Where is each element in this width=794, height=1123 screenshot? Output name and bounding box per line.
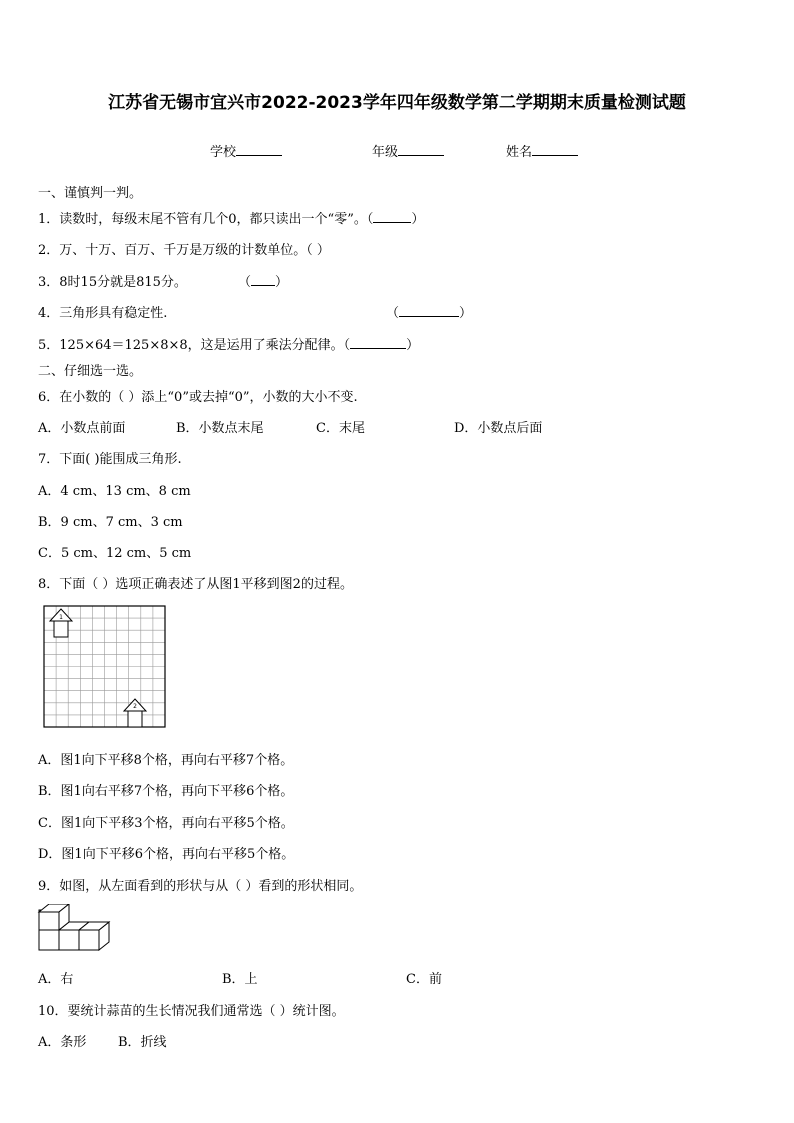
- question-8-option-d[interactable]: D．图1向下平移6个格，再向右平移5个格。: [38, 847, 295, 862]
- question-10-option-a[interactable]: A．条形: [38, 1035, 87, 1050]
- house-2-label: 2: [133, 703, 137, 710]
- question-4-answer: [386, 302, 472, 321]
- question-6-option-a[interactable]: A．小数点前面: [38, 421, 126, 436]
- name-label: 姓名: [506, 145, 533, 160]
- question-9-cube-figure: [37, 904, 113, 952]
- question-9-option-b[interactable]: B．上: [222, 972, 258, 987]
- grade-field: [372, 141, 444, 160]
- question-1-answer-blank[interactable]: [373, 210, 411, 223]
- school-field: [210, 141, 282, 160]
- question-3-text: 3．8时15分就是815分。: [38, 275, 187, 290]
- question-4-paren-open: （: [386, 306, 400, 321]
- grade-blank[interactable]: [398, 143, 444, 156]
- question-2: 2．万、十万、百万、千万是万级的计数单位。（ ）: [38, 243, 330, 258]
- question-10-option-b[interactable]: B．折线: [118, 1035, 167, 1050]
- question-9-option-a[interactable]: A．右: [38, 972, 74, 987]
- question-3-answer: [238, 271, 288, 290]
- question-5-answer-blank[interactable]: [350, 336, 406, 349]
- house-shape-2: [124, 699, 146, 727]
- question-1: [38, 208, 424, 227]
- name-field: [506, 141, 578, 160]
- name-blank[interactable]: [532, 143, 578, 156]
- question-6: 6．在小数的（ ）添上“0”或去掉“0”，小数的大小不变.: [38, 390, 358, 405]
- question-3-answer-blank[interactable]: [251, 273, 275, 286]
- school-blank[interactable]: [236, 143, 282, 156]
- question-1-text: 1．读数时，每级末尾不管有几个0，都只读出一个“零”。（: [38, 212, 374, 227]
- question-6-option-d[interactable]: D．小数点后面: [454, 421, 543, 436]
- question-1-paren-close: ）: [411, 212, 425, 227]
- question-9: 9．如图，从左面看到的形状与从（ ）看到的形状相同。: [38, 879, 363, 894]
- question-8: 8．下面（ ）选项正确表述了从图1平移到图2的过程。: [38, 577, 353, 592]
- question-3-paren-close: ）: [275, 275, 289, 290]
- question-4-paren-close: ）: [459, 306, 473, 321]
- question-7: 7．下面( )能围成三角形.: [38, 452, 182, 467]
- question-8-option-c[interactable]: C．图1向下平移3个格，再向右平移5个格。: [38, 816, 294, 831]
- question-7-option-a[interactable]: A．4 cm、13 cm、8 cm: [38, 484, 191, 499]
- page-title: 江苏省无锡市宜兴市2022-2023学年四年级数学第二学期期末质量检测试题: [108, 93, 686, 113]
- question-3: [38, 271, 187, 290]
- question-6-option-b[interactable]: B．小数点末尾: [176, 421, 264, 436]
- question-4: [38, 302, 167, 321]
- house-1-label: 1: [59, 614, 63, 621]
- house-shape-1: [50, 609, 72, 637]
- grade-label: 年级: [372, 145, 399, 160]
- question-8-option-b[interactable]: B．图1向右平移7个格，再向下平移6个格。: [38, 784, 294, 799]
- question-5-paren-close: ）: [406, 338, 420, 353]
- question-4-answer-blank[interactable]: [399, 304, 459, 317]
- question-9-option-c[interactable]: C．前: [406, 972, 442, 987]
- question-7-option-b[interactable]: B．9 cm、7 cm、3 cm: [38, 515, 183, 530]
- question-5-text: 5．125×64＝125×8×8，这是运用了乘法分配律。（: [38, 338, 351, 353]
- question-8-grid-figure: [43, 605, 167, 729]
- section-2-heading: 二、仔细选一选。: [38, 364, 143, 379]
- question-10: 10．要统计蒜苗的生长情况我们通常选（ ）统计图。: [38, 1004, 345, 1019]
- school-label: 学校: [210, 145, 237, 160]
- question-4-text: 4．三角形具有稳定性.: [38, 306, 168, 321]
- question-5: [38, 334, 419, 353]
- question-3-paren-open: （: [238, 275, 252, 290]
- question-6-option-c[interactable]: C．末尾: [316, 421, 365, 436]
- section-1-heading: 一、谨慎判一判。: [38, 186, 143, 201]
- question-7-option-c[interactable]: C．5 cm、12 cm、5 cm: [38, 546, 192, 561]
- question-8-option-a[interactable]: A．图1向下平移8个格，再向右平移7个格。: [38, 753, 294, 768]
